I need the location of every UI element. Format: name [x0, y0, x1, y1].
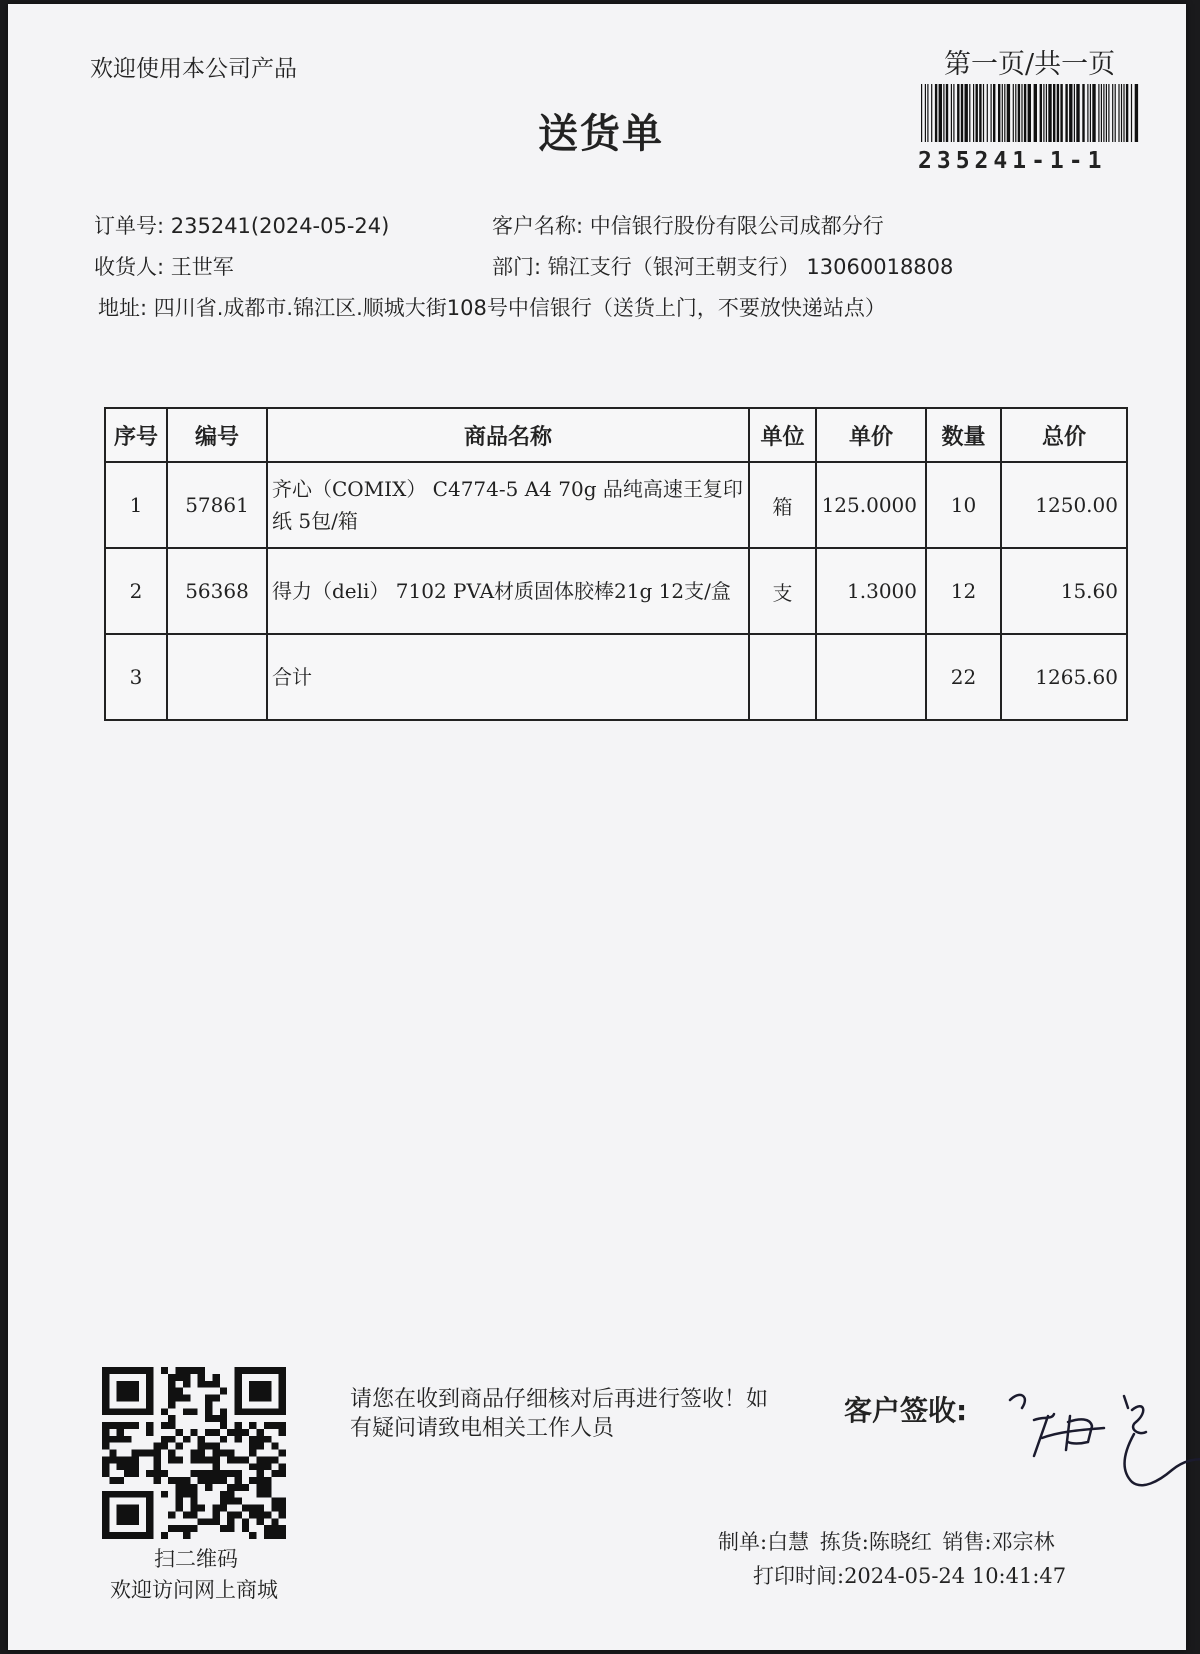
cell-unit: 箱 [749, 462, 816, 548]
header-total: 总价 [1001, 408, 1127, 462]
qr-caption: 扫二维码 [154, 1547, 238, 1571]
header-product-name: 商品名称 [267, 408, 749, 462]
order-number: 订单号: 235241(2024-05-24) [94, 214, 390, 238]
cell-unit-price: 1.3000 [816, 548, 926, 634]
delivery-address: 地址: 四川省.成都市.锦江区.顺城大街108号中信银行（送货上门，不要放快递站点） [98, 296, 886, 320]
customer-sign-label: 客户签收: [844, 1394, 968, 1427]
header-quantity: 数量 [926, 408, 1001, 462]
staff-info: 制单:白慧 拣货:陈晓红 销售:邓宗林 [718, 1530, 1055, 1554]
header-code: 编号 [167, 408, 267, 462]
cell-seq: 3 [105, 634, 167, 720]
cell-product-name: 齐心（COMIX） C4774-5 A4 70g 品纯高速王复印纸 5包/箱 [267, 462, 749, 548]
items-table [104, 407, 1128, 721]
department: 部门: 锦江支行（银河王朝支行） 13060018808 [492, 255, 954, 279]
header-unit: 单位 [749, 408, 816, 462]
qr-caption-mall: 欢迎访问网上商城 [110, 1578, 278, 1602]
table-header-row [105, 408, 1127, 462]
cell-product-name: 合计 [267, 634, 749, 720]
table-row [105, 462, 1127, 548]
customer-name: 客户名称: 中信银行股份有限公司成都分行 [492, 214, 884, 238]
cell-product-name: 得力（deli） 7102 PVA材质固体胶棒21g 12支/盒 [267, 548, 749, 634]
table-row-total [105, 634, 1127, 720]
cell-quantity: 10 [926, 462, 1001, 548]
cell-seq: 1 [105, 462, 167, 548]
cell-unit-price: 125.0000 [816, 462, 926, 548]
cell-code: 56368 [167, 548, 267, 634]
cell-total: 1250.00 [1001, 462, 1127, 548]
cell-code: 57861 [167, 462, 267, 548]
handwritten-signature [1008, 1386, 1200, 1506]
print-time: 打印时间:2024-05-24 10:41:47 [753, 1564, 1067, 1588]
delivery-note-sheet [8, 4, 1186, 1650]
page-info: 第一页/共一页 [944, 49, 1116, 80]
qr-code-icon [102, 1367, 286, 1539]
barcode-icon [921, 84, 1139, 142]
cell-quantity: 22 [926, 634, 1001, 720]
barcode-number: 235241-1-1 [918, 148, 1107, 174]
cell-seq: 2 [105, 548, 167, 634]
cell-unit-price [816, 634, 926, 720]
header-seq: 序号 [105, 408, 167, 462]
cell-quantity: 12 [926, 548, 1001, 634]
cell-unit: 支 [749, 548, 816, 634]
welcome-text: 欢迎使用本公司产品 [90, 56, 297, 82]
notice-text: 请您在收到商品仔细核对后再进行签收！如有疑问请致电相关工作人员 [350, 1387, 769, 1441]
receiver-name: 收货人: 王世军 [94, 255, 234, 279]
header-unit-price: 单价 [816, 408, 926, 462]
cell-total: 15.60 [1001, 548, 1127, 634]
cell-total: 1265.60 [1001, 634, 1127, 720]
document-title: 送货单 [538, 111, 664, 157]
cell-unit [749, 634, 816, 720]
table-row [105, 548, 1127, 634]
cell-code [167, 634, 267, 720]
